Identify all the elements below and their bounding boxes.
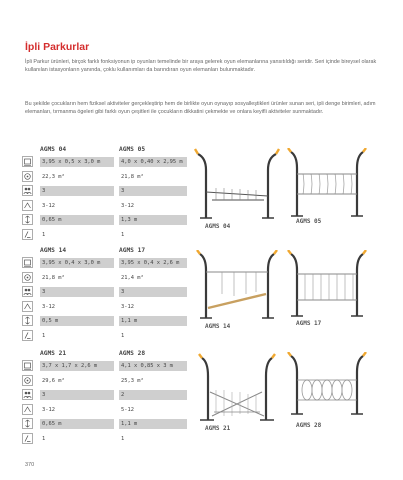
dimensions-icon xyxy=(22,360,33,371)
spec-row-area xyxy=(22,170,192,185)
product-label: AGMS 21 xyxy=(205,425,231,432)
spec-row-height xyxy=(22,314,192,329)
area-value: 21,8 m² xyxy=(42,274,65,281)
users-value: 3 xyxy=(40,186,114,196)
height-value: 0,65 m xyxy=(40,419,114,429)
dimensions-icon xyxy=(22,156,33,167)
users-icon xyxy=(22,286,33,297)
product-illustration-agms-05 xyxy=(283,148,373,222)
age-value: 3-12 xyxy=(121,202,134,209)
height-value: 1,3 m xyxy=(119,215,187,225)
age-value: 5-12 xyxy=(121,406,134,413)
area-value: 25,3 m² xyxy=(121,377,144,384)
spec-row-quantity xyxy=(22,228,192,243)
quantity-value: 1 xyxy=(42,332,46,339)
users-value: 3 xyxy=(40,390,114,400)
height-value: 1,1 m xyxy=(119,316,187,326)
quantity-value: 1 xyxy=(121,435,125,442)
product-label: AGMS 17 xyxy=(296,320,322,327)
spec-row-dimensions xyxy=(22,256,192,271)
spec-row-users xyxy=(22,285,192,300)
product-illustration-agms-28 xyxy=(283,352,373,426)
age-icon xyxy=(22,404,33,415)
height-value: 0,5 m xyxy=(40,316,114,326)
users-value: 2 xyxy=(119,390,187,400)
intro-paragraph: İpli Parkur ürünleri, birçok farklı fonksiyonun ip oyunları temelinde bir araya gelerek oyun elemanlarına yansıtıldığı seridir. Seri içinde bireysel olarak kullanılan istasyonların yanında, çoklu kullanımları da barındıran oyun elemanları bulunmaktadır. xyxy=(25,59,377,73)
quantity-icon xyxy=(22,330,33,341)
users-value: 3 xyxy=(119,186,187,196)
product-code: AGMS 04 xyxy=(40,146,67,153)
quantity-icon xyxy=(22,229,33,240)
spec-table-agms-04-05 xyxy=(22,146,192,243)
spec-table-agms-14-17 xyxy=(22,247,192,344)
age-value: 3-12 xyxy=(42,303,55,310)
spec-row-height xyxy=(22,213,192,228)
spec-row-age xyxy=(22,300,192,315)
users-value: 3 xyxy=(119,287,187,297)
product-illustration-agms-04 xyxy=(192,148,282,222)
quantity-value: 1 xyxy=(121,332,125,339)
area-icon xyxy=(22,171,33,182)
age-value: 3-12 xyxy=(121,303,134,310)
product-illustration-agms-21 xyxy=(192,352,282,426)
dimensions-value: 3,95 x 0,5 x 3,0 m xyxy=(40,157,114,167)
dimensions-value: 4,0 x 0,40 x 2,95 m xyxy=(119,157,187,167)
quantity-value: 1 xyxy=(42,435,46,442)
dimensions-icon xyxy=(22,257,33,268)
dimensions-value: 3,95 x 0,4 x 2,6 m xyxy=(119,258,187,268)
height-icon xyxy=(22,418,33,429)
page-title: İpli Parkurlar xyxy=(25,41,90,53)
area-value: 29,6 m² xyxy=(42,377,65,384)
users-icon xyxy=(22,185,33,196)
product-label: AGMS 14 xyxy=(205,323,231,330)
spec-row-dimensions xyxy=(22,359,192,374)
users-icon xyxy=(22,389,33,400)
quantity-value: 1 xyxy=(42,231,46,238)
area-value: 21,8 m² xyxy=(121,173,144,180)
product-illustration-agms-14 xyxy=(192,250,282,324)
spec-row-users xyxy=(22,388,192,403)
spec-row-users xyxy=(22,184,192,199)
description-paragraph: Bu şekilde çocukların hem fiziksel aktiviteler gerçekleştirip hem de birlikte oyun oynayıp sosyalleştikleri ürünler sunan seri, ipli denge birimleri, adım elemanları, tırmanma ögeleri gibi farklı oyun çeşitleri ile çocukların dikkatini çekmekte ve onlara keyifli aktiviteler sunmaktadır. xyxy=(25,101,376,115)
height-value: 0,65 m xyxy=(40,215,114,225)
spec-row-age xyxy=(22,403,192,418)
product-code: AGMS 17 xyxy=(119,247,146,254)
spec-row-dimensions xyxy=(22,155,192,170)
spec-row-area xyxy=(22,271,192,286)
area-value: 22,3 m² xyxy=(42,173,65,180)
age-icon xyxy=(22,301,33,312)
product-illustration-agms-17 xyxy=(283,250,373,324)
product-code: AGMS 05 xyxy=(119,146,146,153)
spec-row-quantity xyxy=(22,329,192,344)
quantity-icon xyxy=(22,433,33,444)
height-value: 1,1 m xyxy=(119,419,187,429)
spec-row-age xyxy=(22,199,192,214)
dimensions-value: 3,7 x 1,7 x 2,6 m xyxy=(40,361,114,371)
product-label: AGMS 05 xyxy=(296,218,322,225)
age-value: 3-12 xyxy=(42,406,55,413)
age-value: 3-12 xyxy=(42,202,55,209)
dimensions-value: 3,95 x 0,4 x 3,0 m xyxy=(40,258,114,268)
dimensions-value: 4,1 x 0,85 x 3 m xyxy=(119,361,187,371)
height-icon xyxy=(22,315,33,326)
product-code: AGMS 14 xyxy=(40,247,67,254)
spec-table-agms-21-28 xyxy=(22,350,192,447)
spec-row-area xyxy=(22,374,192,389)
area-icon xyxy=(22,272,33,283)
area-icon xyxy=(22,375,33,386)
age-icon xyxy=(22,200,33,211)
spec-row-quantity xyxy=(22,432,192,447)
product-label: AGMS 28 xyxy=(296,422,322,429)
product-code: AGMS 21 xyxy=(40,350,67,357)
area-value: 21,4 m² xyxy=(121,274,144,281)
product-code: AGMS 28 xyxy=(119,350,146,357)
product-label: AGMS 04 xyxy=(205,223,231,230)
spec-row-height xyxy=(22,417,192,432)
users-value: 3 xyxy=(40,287,114,297)
page-number: 370 xyxy=(25,462,35,468)
height-icon xyxy=(22,214,33,225)
quantity-value: 1 xyxy=(121,231,125,238)
